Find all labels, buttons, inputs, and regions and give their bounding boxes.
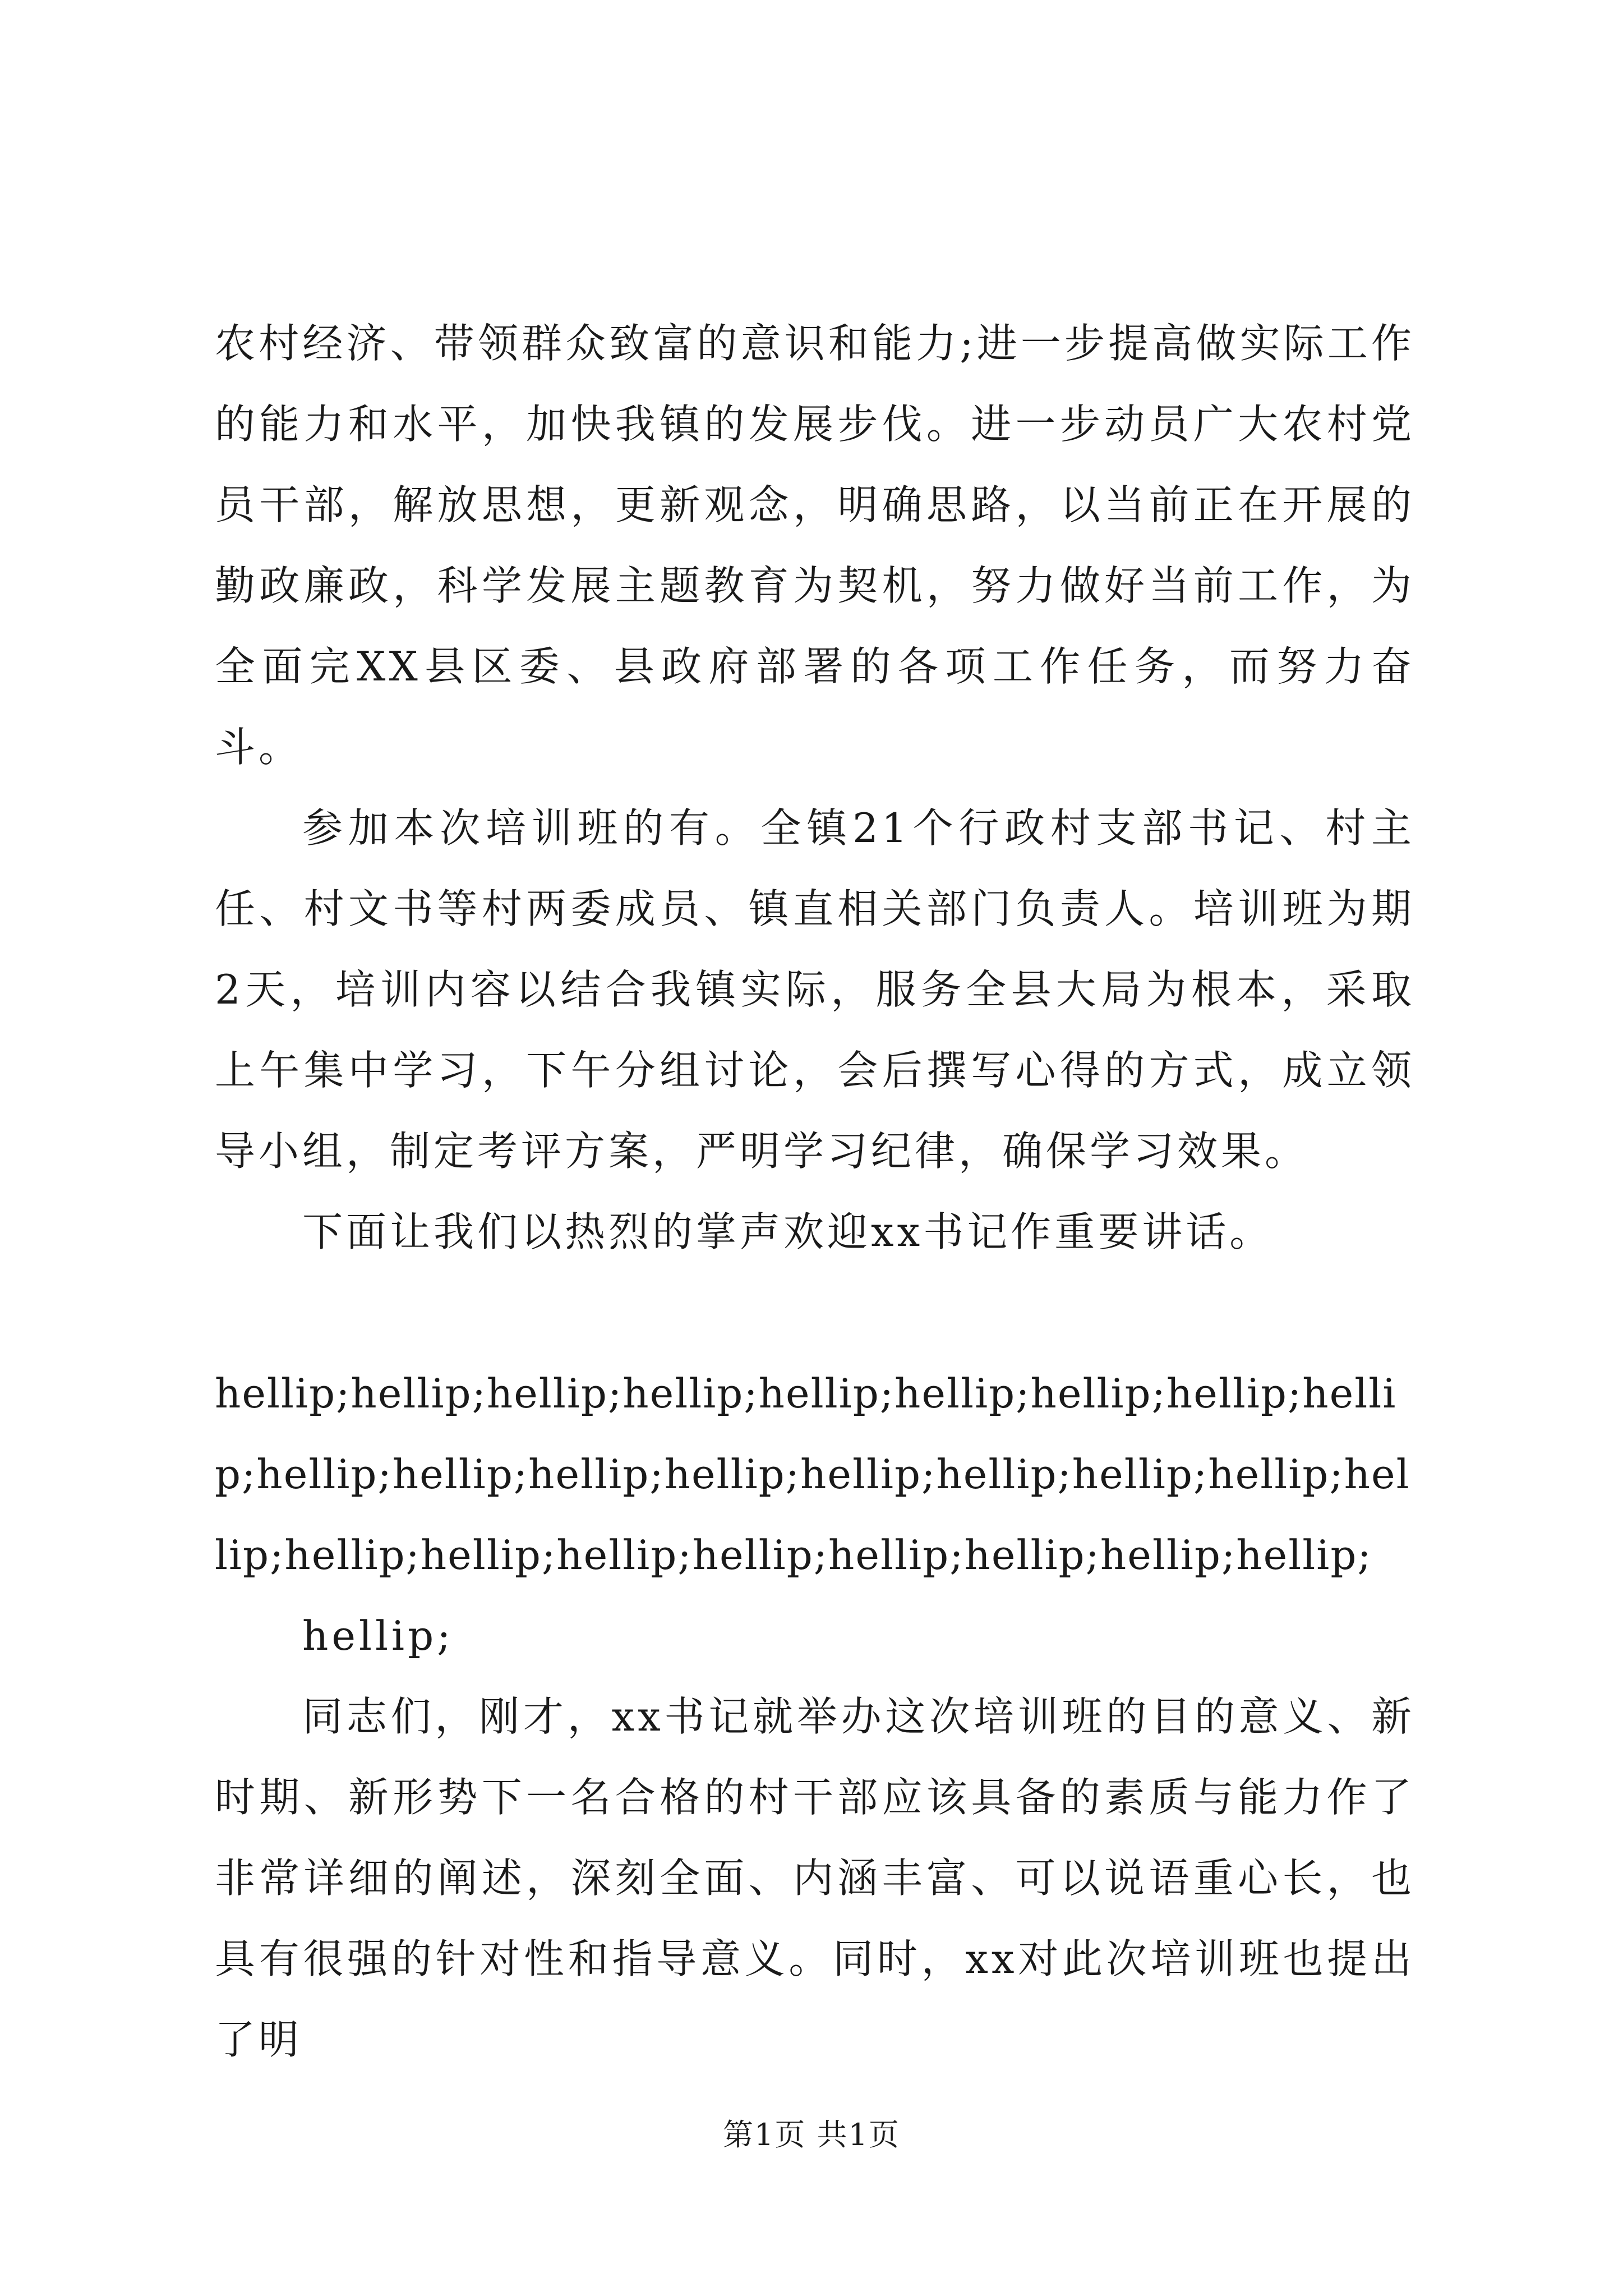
page-footer: 第1页 共1页	[723, 2117, 900, 2152]
paragraph-participants: 参加本次培训班的有。全镇21个行政村支部书记、村主任、村文书等村两委成员、镇直相关部门负责人。培训班为期2天，培训内容以结合我镇实际，服务全县大局为根本，采取上午集中学习，下午分组讨论，会后撰写心得的方式，成立领导小组，制定考评方案，严明学习纪律，确保学习效果。	[215, 804, 1415, 1175]
paragraph-ellipsis-short: hellip;	[302, 1612, 454, 1659]
paragraph-gap	[215, 1272, 1415, 1353]
paragraph-comrades: 同志们，刚才，xx书记就举办这次培训班的目的意义、新时期、新形势下一名合格的村干部应该具备的素质与能力作了非常详细的阐述，深刻全面、内涵丰富、可以说语重心长，也具有很强的针对性和指导意义。同时，xx对此次培训班也提出了明	[215, 1693, 1415, 2063]
paragraph-ellipsis-block: hellip;hellip;hellip;hellip;hellip;hellip;hellip;hellip;hellip;hellip;hellip;hellip;hellip;hellip;hellip;hellip;hellip;hellip;hellip;hellip;hellip;hellip;hellip;hellip;hellip;hellip;	[215, 1370, 1410, 1579]
document-body	[215, 303, 1415, 2080]
paragraph-welcome: 下面让我们以热烈的掌声欢迎xx书记作重要讲话。	[302, 1208, 1274, 1255]
paragraph-continuation: 农村经济、带领群众致富的意识和能力;进一步提高做实际工作的能力和水平，加快我镇的发展步伐。进一步动员广大农村党员干部，解放思想，更新观念，明确思路，以当前正在开展的勤政廉政，科学发展主题教育为契机，努力做好当前工作，为全面完XX县区委、县政府部署的各项工作任务，而努力奋斗。	[215, 320, 1415, 771]
